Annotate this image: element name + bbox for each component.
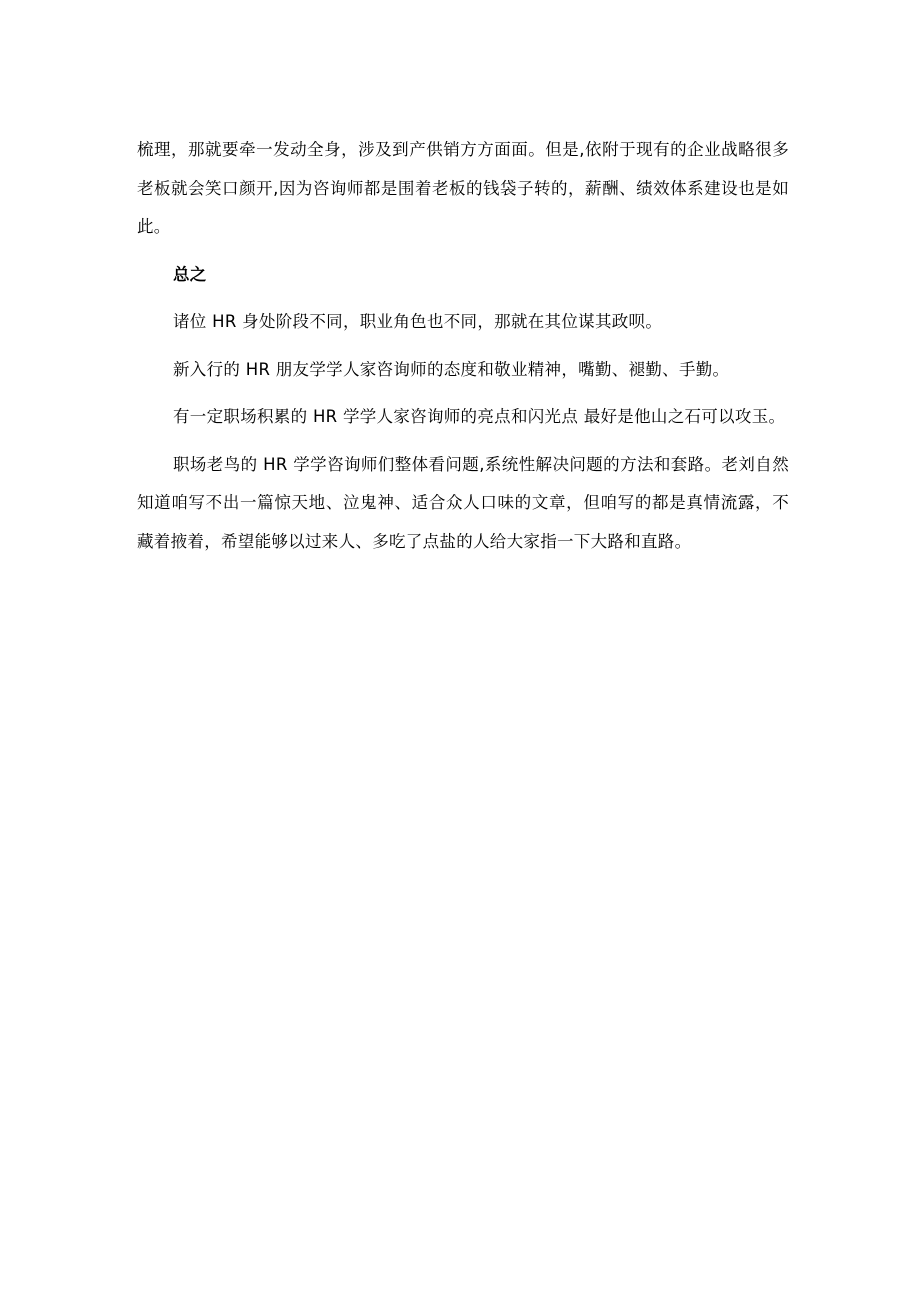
summary-paragraph-3: 有一定职场积累的 HR 学学人家咨询师的亮点和闪光点 最好是他山之石可以攻玉。 <box>173 407 786 426</box>
summary-paragraph-2: 新入行的 HR 朋友学学人家咨询师的态度和敬业精神，嘴勤、褪勤、手勤。 <box>173 359 730 379</box>
summary-paragraph-1: 诸位 HR 身处阶段不同，职业角色也不同，那就在其位谋其政呗。 <box>173 312 663 331</box>
body-paragraph-continued: 梳理，那就要牵一发动全身，涉及到产供销方方面面。但是,依附于现有的企业战略很多老板就会笑口颜开,因为咨询师都是围着老板的钱袋子转的，薪酬、绩效体系建设也是如此。 <box>137 140 789 236</box>
section-heading: 总之 <box>173 264 207 284</box>
document-body <box>137 131 789 561</box>
summary-paragraph-4: 职场老鸟的 HR 学学咨询师们整体看问题,系统性解决问题的方法和套路。老刘自然知道咱写不出一篇惊天地、泣鬼神、适合众人口味的文章，但咱写的都是真情流露，不藏着掖着，希望能够以过来人、多吃了点盐的人给大家指一下大路和直路。 <box>137 454 789 551</box>
